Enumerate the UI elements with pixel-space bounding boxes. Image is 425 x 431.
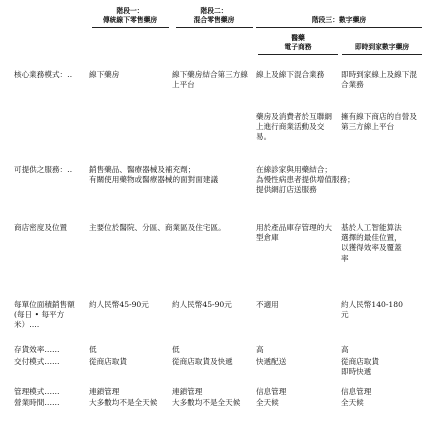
revenue-instant: 約人民幣140-180元 — [341, 300, 403, 320]
stage1-underline — [92, 27, 169, 28]
delivery-instant: 從商店取貨即時快遞 — [341, 357, 379, 377]
inventory-stage2: 低 — [172, 345, 180, 354]
revenue-ecommerce: 不適用 — [256, 300, 279, 309]
inventory-ecommerce: 高 — [256, 345, 264, 354]
core-model-instant-desc: 擁有線下商店的自營及第三方線上平台 — [341, 112, 417, 132]
core-model-stage2: 線下藥房結合第三方線上平台 — [172, 70, 248, 90]
row-label-density: 商店密度及位置 — [14, 223, 68, 232]
hours-ecommerce: 全天候 — [256, 398, 279, 407]
management-ecommerce: 信息管理 — [256, 387, 287, 396]
row-label-hours: 營業時間‥‥‥ — [14, 398, 60, 407]
density-instant: 基於人工智能算法選擇的最佳位置，以獲得效率及覆蓋率 — [341, 223, 402, 263]
density-stage12: 主要位於醫院、分區、商業區及住宅區。 — [89, 223, 226, 232]
revenue-stage1: 約人民幣45-90元 — [89, 300, 149, 309]
row-label-delivery: 交付模式‥‥‥ — [14, 357, 60, 366]
services-stage12-line1: 銷售藥品、醫療器械及補充劑； — [89, 165, 196, 174]
density-ecommerce: 用於產品庫存管理的大型倉庫 — [256, 223, 332, 243]
hours-stage1: 大多數均不是全天候 — [89, 398, 158, 407]
sub-instant-header: 即時到家數字藥房 — [354, 43, 410, 51]
sub-ecommerce-header — [258, 34, 338, 52]
sub-ecommerce-underline — [258, 54, 338, 55]
delivery-stage1: 從商店取貨 — [89, 357, 127, 366]
management-instant: 信息管理 — [341, 387, 372, 396]
management-stage2: 連鎖管理 — [172, 387, 203, 396]
services-stage34-line3: 提供網訂店送服務 — [256, 185, 317, 195]
sub-ecommerce-top: 醫藥 — [291, 34, 305, 42]
services-stage12-line2: 有關使用藥物或醫療器械的面對面建議 — [89, 175, 219, 185]
row-label-inventory: 存貨效率‥‥‥ — [14, 345, 60, 354]
services-stage34-line1: 在線診家與用藥結合； — [256, 165, 332, 174]
core-model-stage1: 線下藥房 — [89, 70, 120, 79]
stage1-title: 階段一： — [116, 7, 144, 15]
row-label-services: 可提供之服務：‥ — [14, 165, 73, 174]
inventory-stage1: 低 — [89, 345, 97, 354]
delivery-stage2: 從商店取貨及快遞 — [172, 357, 233, 366]
services-stage34 — [256, 165, 421, 196]
services-stage34-line2: 為慢性病患者提供增值服務； — [256, 175, 355, 185]
stage2-subtitle: 混合零售藥房 — [193, 16, 235, 24]
stage1-subtitle: 傳統線下零售藥房 — [102, 16, 158, 24]
row-label-core-model: 核心業務模式：‥ — [14, 70, 73, 79]
hours-stage2: 大多數均不是全天候 — [172, 398, 241, 407]
row-label-revenue: 每單位面積銷售額(每日 • 每平方米）‥‥ — [14, 300, 75, 330]
services-stage12 — [89, 165, 251, 185]
stage3-underline — [256, 27, 422, 28]
stage2-title: 階段二： — [200, 7, 228, 15]
core-model-ecommerce-desc: 藥房及消費者於互聯網上進行商業活動及交易。 — [256, 112, 332, 142]
management-stage1: 連鎖管理 — [89, 387, 120, 396]
row-label-management: 管理模式‥‥‥ — [14, 387, 60, 396]
stage2-header — [176, 7, 252, 25]
core-model-ecommerce: 線上及線下混合業務 — [256, 70, 325, 79]
sub-ecommerce-bottom: 電子商務 — [284, 43, 312, 51]
core-model-instant: 即時到家線上及線下混合業務 — [341, 70, 417, 90]
delivery-ecommerce: 快遞配送 — [256, 357, 287, 366]
revenue-stage2: 約人民幣45-90元 — [172, 300, 232, 309]
hours-instant: 全天候 — [341, 398, 364, 407]
stage3-header: 階段三：數字藥房 — [311, 16, 367, 24]
stage2-underline — [176, 27, 253, 28]
stage1-header — [92, 7, 168, 25]
sub-instant-underline — [342, 54, 422, 55]
inventory-instant: 高 — [341, 345, 349, 354]
